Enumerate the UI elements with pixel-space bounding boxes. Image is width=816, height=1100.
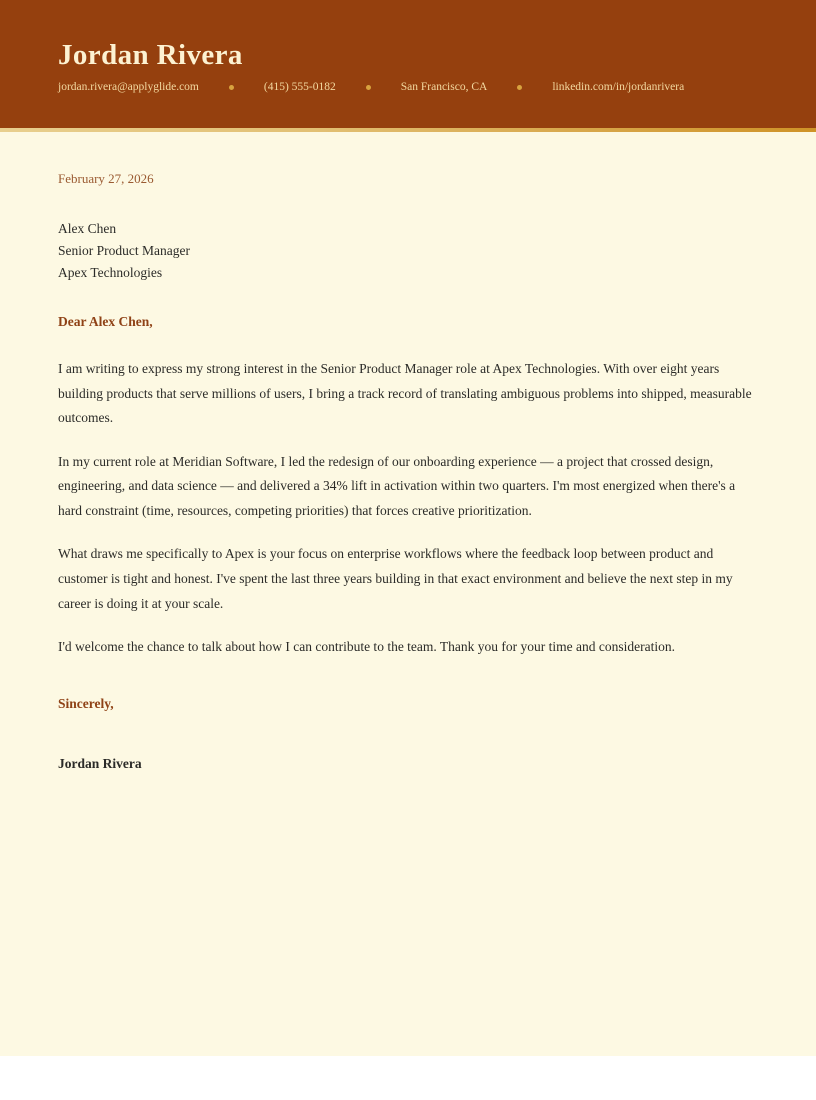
body-paragraph: I am writing to express my strong interest in the Senior Product Manager role at Apex Technologies. With over eight years building products that serve millions of users, I bring a track record of translating ambiguous problems into shipped, measurable outcomes. [58,361,752,426]
recipient-company: Apex Technologies [58,264,163,280]
contact-linkedin[interactable]: linkedin.com/in/jordanrivera [552,81,685,93]
body-paragraph: What draws me specifically to Apex is your focus on enterprise workflows where the feedback loop between product and customer is tight and honest. I've spent the last three years building in that exact environment and believe the next step in my career is doing it at your scale. [58,546,733,611]
contact-line [58,81,684,95]
letterhead-header [0,0,816,128]
letter-date: February 27, 2026 [58,171,154,186]
recipient-title: Senior Product Manager [58,243,190,259]
body-paragraph: In my current role at Meridian Software, I led the redesign of our onboarding experience — a project that crossed design, engineering, and data science — and delivered a 34% lift in activation within two quarters. I'm most energized when there's a hard constraint (time, resources, competing priorities) that forces creative prioritization. [58,453,736,518]
dot-separator-icon [229,85,234,90]
contact-location: San Francisco, CA [400,81,488,93]
letter-body [0,132,816,774]
contact-phone[interactable]: (415) 555-0182 [263,81,336,93]
closing-phrase: Sincerely, [58,695,114,711]
recipient-block [58,218,758,284]
signature-name: Jordan Rivera [58,755,142,771]
dot-separator-icon [517,85,522,90]
body-paragraph: I'd welcome the chance to talk about how I can contribute to the team. Thank you for your time and consideration. [58,639,675,655]
dot-separator-icon [366,85,371,90]
salutation: Dear Alex Chen, [58,313,153,329]
contact-email[interactable]: jordan.rivera@applyglide.com [58,81,199,93]
recipient-name: Alex Chen [58,221,117,237]
applicant-name: Jordan Rivera [58,39,243,71]
